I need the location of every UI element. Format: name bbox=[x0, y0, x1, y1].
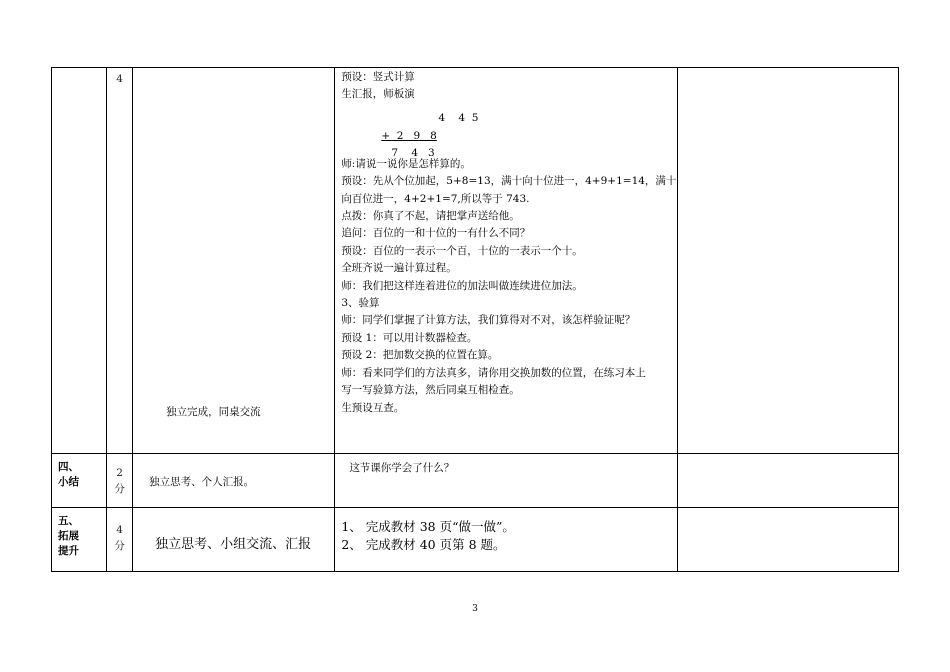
calc-addend-2: + 2 9 8 bbox=[381, 129, 437, 142]
process-line: 写一写验算方法，然后同桌互相检查。 bbox=[341, 384, 520, 397]
process-line: 全班齐说一遍计算过程。 bbox=[341, 262, 457, 275]
process-line: 预设：竖式计算 bbox=[341, 71, 415, 83]
stage-cell bbox=[52, 68, 107, 454]
student-activity-cell: 独立思考、个人汇报。 bbox=[133, 454, 335, 508]
process-line: 师:请说一说你是怎样算的。 bbox=[341, 157, 471, 170]
stage-title: 拓展 bbox=[58, 530, 79, 542]
process-line: 师：看来同学们的方法真多，请你用交换加数的位置，在练习本上 bbox=[341, 366, 646, 379]
process-line: 预设 1：可以用计数器检查。 bbox=[341, 331, 478, 344]
process-line: 3、验算 bbox=[341, 297, 380, 310]
task-item: 1、 完成教材 38 页“做一做”。 bbox=[341, 519, 515, 534]
lesson-plan-table bbox=[51, 67, 899, 572]
process-line: 预设 2：把加数交换的位置在算。 bbox=[341, 349, 499, 362]
table-row bbox=[52, 508, 899, 572]
student-activity-text: 独立完成，同桌交流 bbox=[166, 406, 261, 418]
time-unit: 分 bbox=[114, 540, 125, 552]
teaching-process-cell bbox=[335, 508, 677, 572]
process-line: 预设：百位的一表示一个百，十位的一表示一个十。 bbox=[341, 244, 583, 257]
page-number: 3 bbox=[472, 604, 478, 614]
process-line: 向百位进一，4+2+1=7,所以等于 743. bbox=[341, 192, 530, 205]
teaching-process-cell bbox=[335, 68, 677, 454]
teaching-process-cell: 这节课你学会了什么？ bbox=[335, 454, 677, 508]
process-line: 生汇报，师板演 bbox=[341, 88, 415, 101]
calc-sum: 7 4 3 bbox=[391, 146, 435, 159]
student-activity-cell: 独立思考、小组交流、汇报 bbox=[133, 508, 335, 572]
stage-cell bbox=[52, 454, 107, 508]
task-item: 2、 完成教材 40 页第 8 题。 bbox=[341, 537, 506, 552]
stage-title: 小结 bbox=[58, 476, 79, 488]
process-line: 追问：百位的一和十位的一有什么不同？ bbox=[341, 227, 531, 240]
time-value: 2 bbox=[116, 467, 123, 479]
stage-number: 五、 bbox=[58, 515, 79, 527]
process-line: 生预设互查。 bbox=[341, 401, 405, 414]
time-unit: 分 bbox=[114, 483, 125, 495]
stage-number: 四、 bbox=[58, 461, 79, 473]
time-cell: 4 bbox=[107, 68, 133, 454]
student-activity-cell bbox=[133, 68, 335, 454]
table-row bbox=[52, 68, 899, 454]
notes-cell bbox=[677, 508, 898, 572]
time-cell bbox=[107, 508, 133, 572]
stage-title: 提升 bbox=[58, 545, 79, 557]
notes-cell bbox=[677, 454, 898, 508]
time-value: 4 bbox=[116, 524, 123, 536]
process-line: 点拨：你真了不起，请把掌声送给他。 bbox=[341, 210, 520, 223]
vertical-calculation bbox=[341, 104, 676, 159]
time-cell bbox=[107, 454, 133, 508]
process-line: 师：同学们掌握了计算方法，我们算得对不对，该怎样验证呢？ bbox=[341, 314, 636, 327]
calc-addend-1: 4 4 5 bbox=[438, 111, 479, 124]
stage-cell bbox=[52, 508, 107, 572]
table-row bbox=[52, 454, 899, 508]
process-line: 预设：先从个位加起，5+8=13，满十向十位进一，4+9+1=14，满十 bbox=[341, 175, 677, 188]
notes-cell bbox=[677, 68, 898, 454]
process-line: 师：我们把这样连着进位的加法叫做连续进位加法。 bbox=[341, 279, 583, 292]
